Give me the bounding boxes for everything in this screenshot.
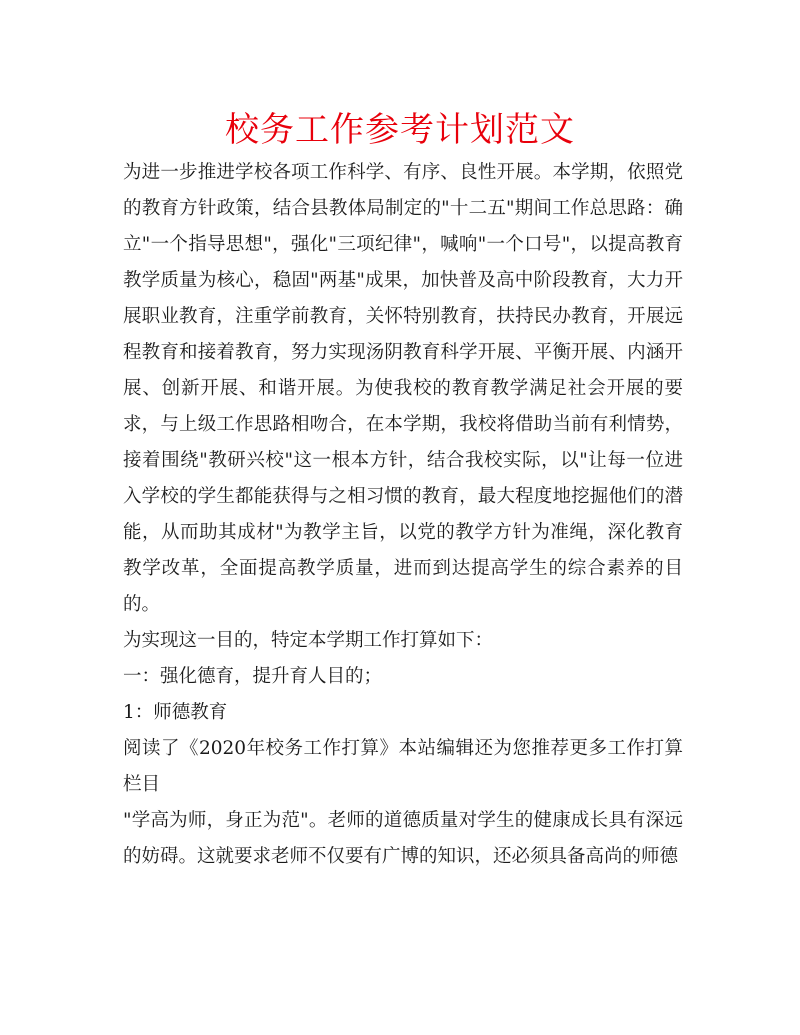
paragraph-intro: 为进一步推进学校各项工作科学、有序、良性开展。本学期，依照党的教育方针政策，结合县教体局制定的"十二五"期间工作总思路：确立"一个指导思想"，强化"三项纪律"，喊响"一个口号"，以提高教育教学质量为核心，稳固"两基"成果，加快普及高中阶段教育，大力开展职业教育，注重学前教育，关怀特别教育，扶持民办教育，开展远程教育和接着教育，努力实现汤阴教育科学开展、平衡开展、内涵开展、创新开展、和谐开展。为使我校的教育教学满足社会开展的要求，与上级工作思路相吻合，在本学期，我校将借助当前有利情势，接着围绕"教研兴校"这一根本方针，结合我校实际，以"让每一位进入学校的学生都能获得与之相习惯的教育，最大程度地挖掘他们的潜能，从而助其成材"为教学主旨，以党的教学方针为准绳，深化教育教学改革，全面提高教学质量，进而到达提高学生的综合素养的目的。	[123, 162, 683, 615]
paragraph-teacher-ethics: "学高为师，身正为范"。老师的道德质量对学生的健康成长具有深远的妨碍。这就要求老师不仅要有广博的知识，还必须具备高尚的师德	[123, 810, 683, 867]
document-title: 校务工作参考计划范文	[225, 110, 575, 150]
document-body	[123, 155, 683, 875]
paragraph-recommendation: 阅读了《2020年校务工作打算》本站编辑还为您推荐更多工作打算栏目	[123, 738, 683, 795]
paragraph-plan-lead: 为实现这一目的，特定本学期工作打算如下：	[123, 630, 494, 651]
section-heading-1: 一：强化德育，提升育人目的；	[123, 666, 383, 687]
subsection-heading-1: 1：师德教育	[123, 702, 228, 723]
